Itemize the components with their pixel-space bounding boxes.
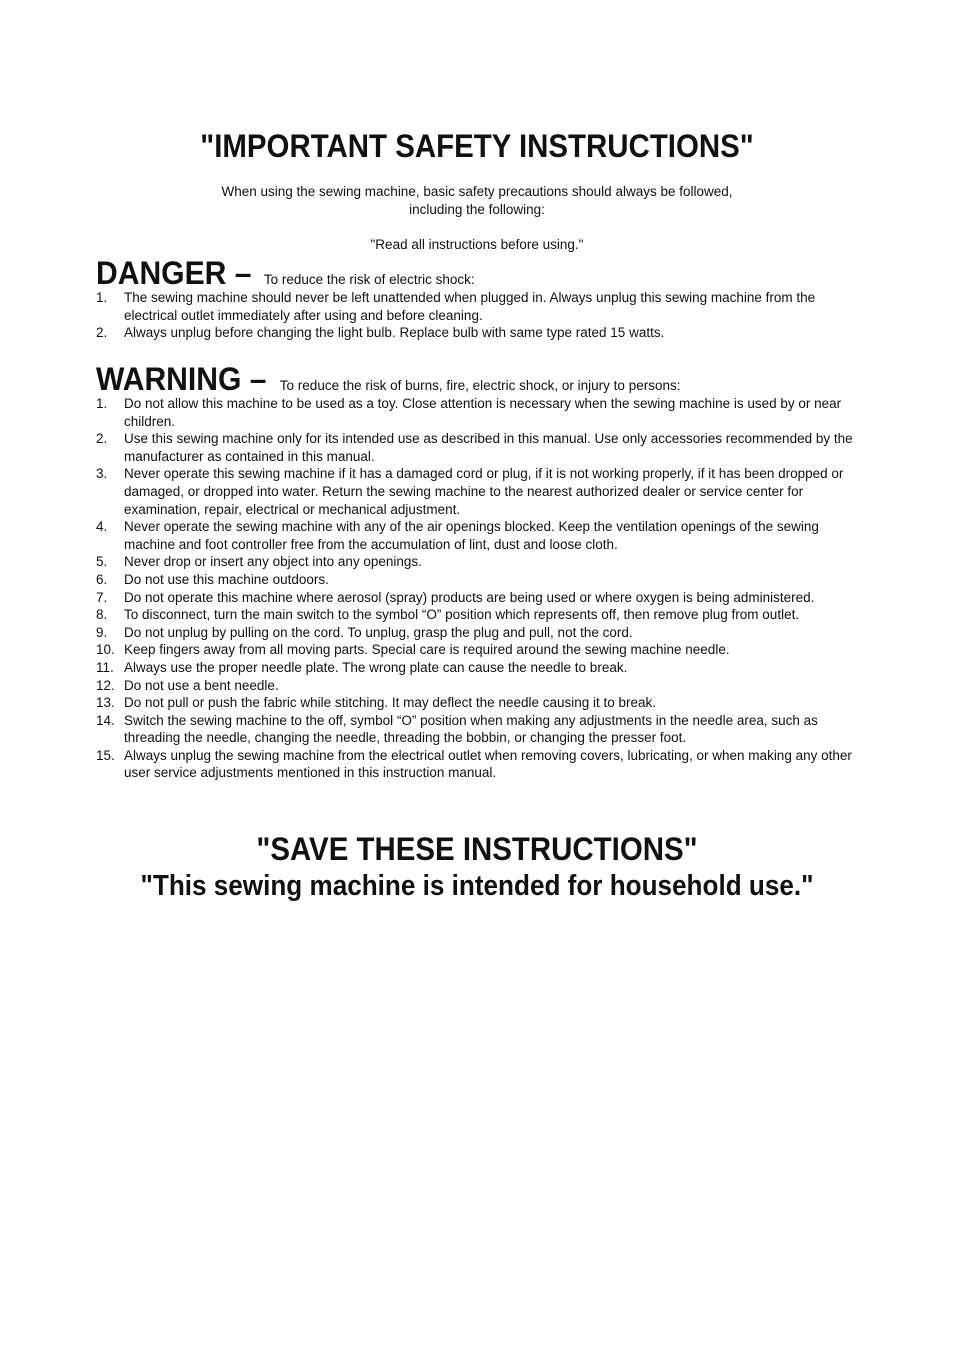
list-item-text: Always unplug the sewing machine from the electrical outlet when removing covers, lubricating, or when making any other user service adjustments mentioned in this instruction manual. — [124, 747, 852, 781]
danger-list — [96, 289, 864, 342]
list-item — [96, 747, 864, 782]
list-item-number: 8. — [96, 607, 108, 623]
list-item — [96, 518, 864, 553]
list-item-number: 2. — [96, 431, 108, 447]
household-use-statement: "This sewing machine is intended for household use." — [140, 870, 814, 902]
intro-text — [0, 183, 954, 219]
list-item-text: Do not allow this machine to be used as a toy. Close attention is necessary when the sewing machine is used by or near children. — [124, 396, 842, 429]
warning-heading: WARNING – — [96, 361, 267, 397]
list-item — [96, 659, 864, 677]
list-item — [96, 712, 864, 747]
list-item — [96, 553, 864, 571]
list-item-text: Never operate this sewing machine if it has a damaged cord or plug, if it is not working properly, if it has been dropped or damaged, or dropped into water. Return the sewing machine to the nearest authorized dealer or service center for examination, repair, electrical or mechanical adjustment. — [124, 466, 844, 517]
list-item — [96, 289, 864, 324]
danger-heading: DANGER – — [96, 255, 252, 291]
list-item — [96, 589, 864, 607]
warning-subheading: To reduce the risk of burns, fire, electric shock, or injury to persons: — [279, 378, 681, 393]
list-item — [96, 571, 864, 589]
danger-subheading: To reduce the risk of electric shock: — [263, 272, 475, 287]
list-item — [96, 641, 864, 659]
list-item-number: 2. — [96, 325, 108, 341]
list-item-text: Keep fingers away from all moving parts. Special care is required around the sewing machine needle. — [124, 642, 730, 658]
list-item-text: Switch the sewing machine to the off, symbol “O” position when making any adjustments in the needle area, such as threading the needle, changing the needle, threading the bobbin, or changing the presser foot. — [124, 712, 818, 746]
list-item-text: The sewing machine should never be left unattended when plugged in. Always unplug this sewing machine from the electrical outlet immediately after using and before cleaning. — [124, 290, 816, 323]
list-item-number: 5. — [96, 554, 108, 570]
list-item-text: Never drop or insert any object into any openings. — [124, 554, 422, 570]
save-instructions-block — [0, 830, 954, 904]
list-item — [96, 624, 864, 642]
read-all-notice: "Read all instructions before using." — [370, 237, 584, 252]
list-item-text: Do not use a bent needle. — [124, 677, 279, 693]
list-item — [96, 465, 864, 518]
intro-line-1: When using the sewing machine, basic safety precautions should always be followed, — [221, 184, 733, 199]
list-item-number: 6. — [96, 571, 108, 587]
list-item-text: Always unplug before changing the light bulb. Replace bulb with same type rated 15 watts. — [124, 325, 665, 341]
list-item-number: 9. — [96, 624, 108, 640]
list-item-text: Never operate the sewing machine with any of the air openings blocked. Keep the ventilation openings of the sewing machine and foot controller free from the accumulation of lint, dust and loose cloth. — [124, 519, 819, 552]
list-item — [96, 606, 864, 624]
list-item-text: Do not unplug by pulling on the cord. To unplug, grasp the plug and pull, not the cord. — [124, 624, 633, 640]
list-item — [96, 677, 864, 695]
list-item-text: Use this sewing machine only for its intended use as described in this manual. Use only accessories recommended by the manufacturer as contained in this manual. — [124, 431, 853, 464]
list-item-number: 12. — [96, 677, 115, 693]
list-item — [96, 430, 864, 465]
list-item-number: 10. — [96, 642, 115, 658]
list-item-text: Always use the proper needle plate. The wrong plate can cause the needle to break. — [124, 659, 628, 675]
list-item-number: 3. — [96, 466, 108, 482]
list-item — [96, 395, 864, 430]
intro-line-2: including the following: — [409, 202, 545, 217]
list-item-text: To disconnect, turn the main switch to the symbol “O” position which represents off, then remove plug from outlet. — [124, 607, 800, 623]
list-item-number: 11. — [96, 659, 114, 675]
list-item-number: 14. — [96, 712, 115, 728]
list-item — [96, 694, 864, 712]
list-item-number: 1. — [96, 290, 108, 305]
warning-list — [96, 395, 864, 782]
list-item-number: 4. — [96, 519, 108, 535]
list-item-number: 1. — [96, 396, 108, 411]
danger-heading-row — [96, 256, 475, 290]
save-instructions-heading: "SAVE THESE INSTRUCTIONS" — [256, 831, 698, 867]
list-item-number: 15. — [96, 747, 115, 763]
list-item-text: Do not pull or push the fabric while stitching. It may deflect the needle causing it to break. — [124, 695, 657, 711]
list-item-number: 7. — [96, 589, 108, 605]
list-item-text: Do not use this machine outdoors. — [124, 571, 329, 587]
warning-heading-row — [96, 362, 680, 396]
page-title: "IMPORTANT SAFETY INSTRUCTIONS" — [200, 128, 754, 164]
list-item-text: Do not operate this machine where aerosol (spray) products are being used or where oxygen is being administered. — [124, 589, 815, 605]
list-item-number: 13. — [96, 695, 115, 711]
list-item — [96, 324, 864, 342]
